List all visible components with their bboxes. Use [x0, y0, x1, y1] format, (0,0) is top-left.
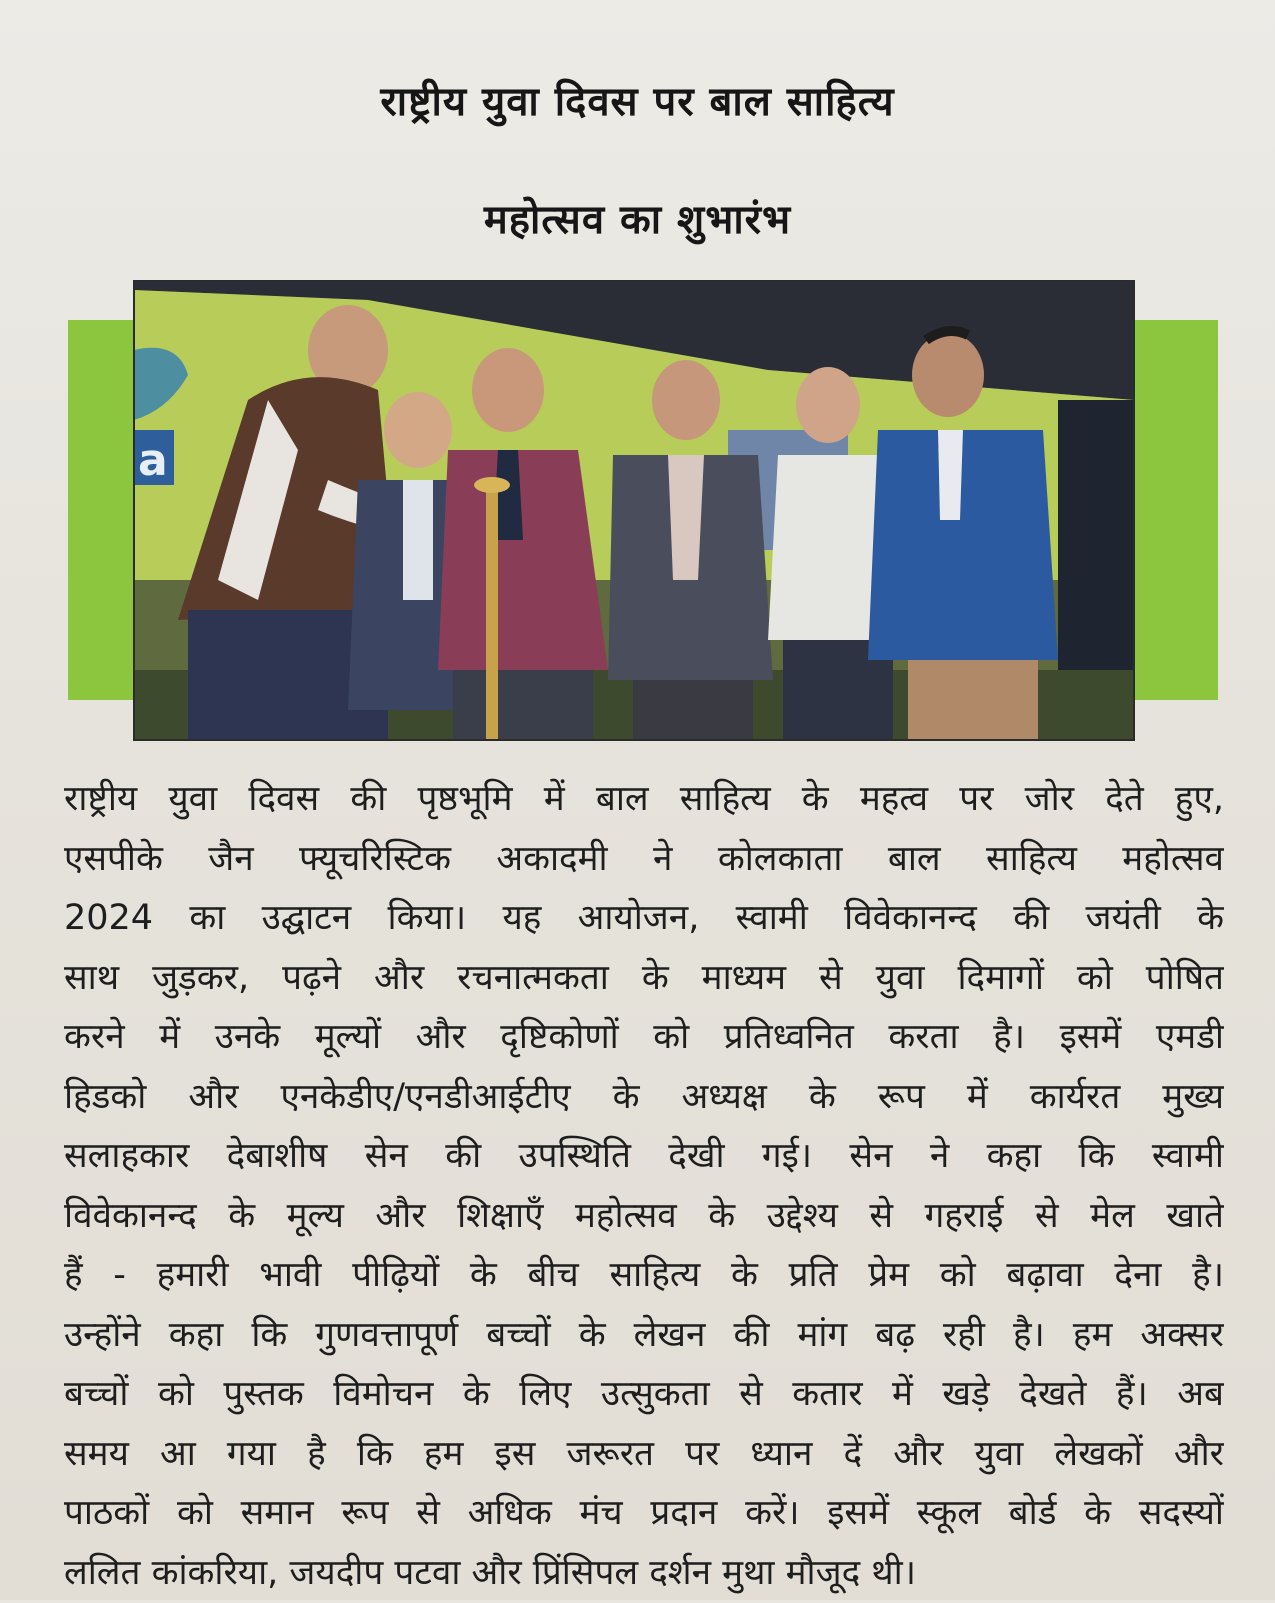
body-line: सलाहकार देबाशीष सेन की उपस्थिति देखी गई। सेन ने कहा कि स्वामी: [64, 1127, 1224, 1187]
body-line: ललित कांकरिया, जयदीप पटवा और प्रिंसिपल दर्शन मुथा मौजूद थी।: [64, 1544, 1224, 1603]
body-line: एसपीके जैन फ्यूचरिस्टिक अकादमी ने कोलकाता बाल साहित्य महोत्सव: [64, 830, 1224, 890]
lamp-lighting-photo-icon: [68, 280, 1218, 750]
body-line: बच्चों को पुस्तक विमोचन के लिए उत्सुकता से कतार में खड़े देखते हैं। अब: [64, 1365, 1224, 1425]
body-line: समय आ गया है कि हम इस जरूरत पर ध्यान दें और युवा लेखकों और: [64, 1425, 1224, 1485]
body-line: करने में उनके मूल्यों और दृष्टिकोणों को प्रतिध्वनित करता है। इसमें एमडी: [64, 1008, 1224, 1068]
backdrop-letter: a: [138, 435, 168, 486]
body-line: हैं - हमारी भावी पीढ़ियों के बीच साहित्य के प्रति प्रेम को बढ़ावा देना है।: [64, 1246, 1224, 1306]
body-line: उन्होंने कहा कि गुणवत्तापूर्ण बच्चों के लेखन की मांग बढ़ रही है। हम अक्सर: [64, 1306, 1224, 1366]
body-line: विवेकानन्द के मूल्य और शिक्षाएँ महोत्सव के उद्देश्य से गहराई से मेल खाते: [64, 1187, 1224, 1247]
body-line: साथ जुड़कर, पढ़ने और रचनात्मकता के माध्यम से युवा दिमागों को पोषित: [64, 949, 1224, 1009]
article-body: [64, 770, 1224, 1603]
stage-side-panel: [1058, 400, 1134, 700]
headline-line-2: महोत्सव का शुभारंभ: [0, 161, 1275, 279]
body-line: हिडको और एनकेडीए/एनडीआईटीए के अध्यक्ष के रूप में कार्यरत मुख्य: [64, 1068, 1224, 1128]
headline-line-1: राष्ट्रीय युवा दिवस पर बाल साहित्य: [0, 43, 1275, 161]
body-line: राष्ट्रीय युवा दिवस की पृष्ठभूमि में बाल साहित्य के महत्व पर जोर देते हुए,: [64, 770, 1224, 830]
body-line: पाठकों को समान रूप से अधिक मंच प्रदान करें। इसमें स्कूल बोर्ड के सदस्यों: [64, 1484, 1224, 1544]
body-line: 2024 का उद्घाटन किया। यह आयोजन, स्वामी विवेकानन्द की जयंती के: [64, 889, 1224, 949]
headline: [0, 43, 1275, 279]
news-photo: [68, 280, 1218, 750]
